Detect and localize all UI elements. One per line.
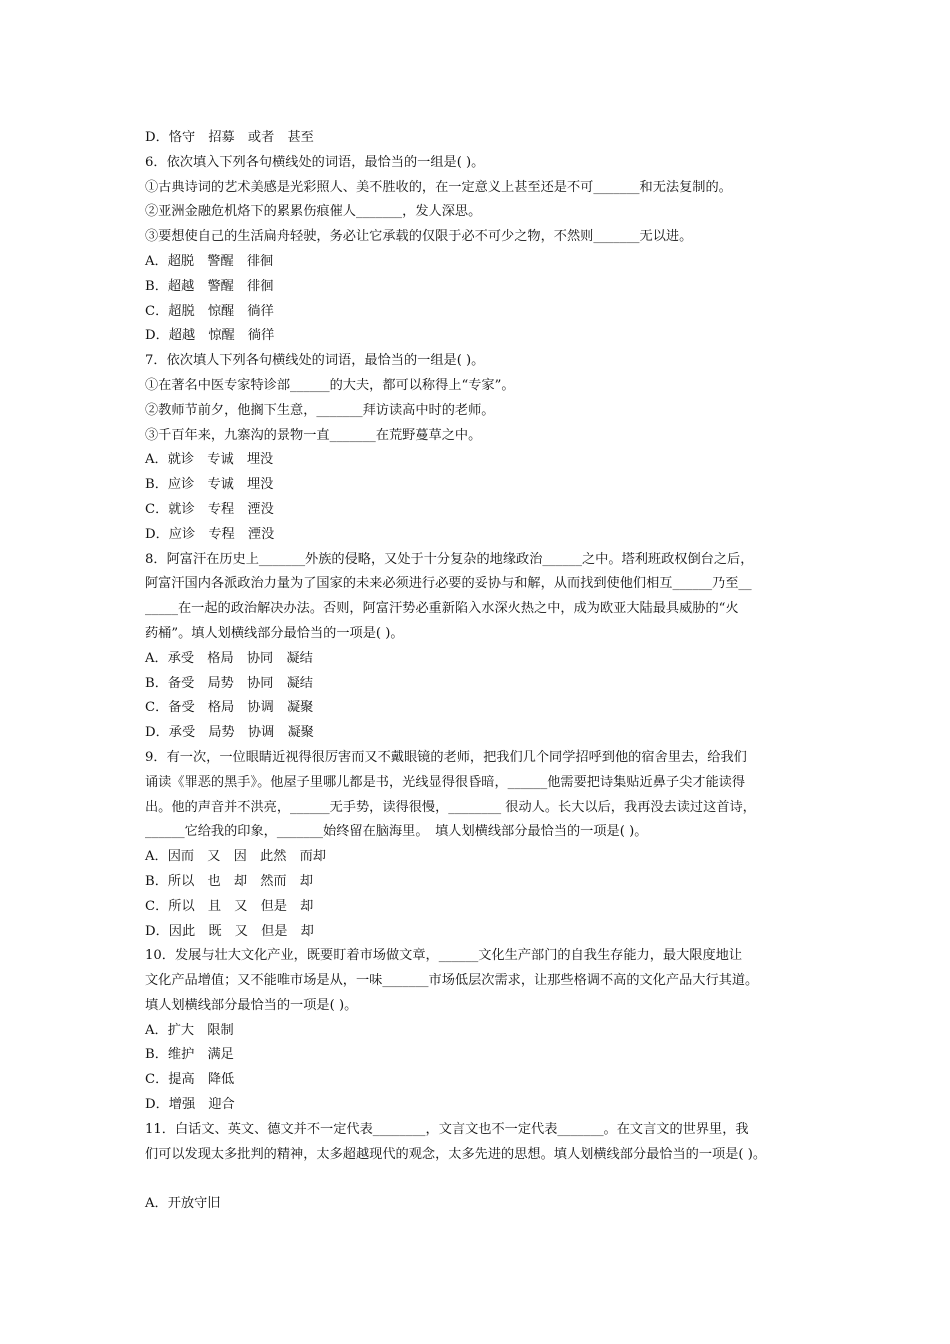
paragraph-line: 诵读《罪恶的黑手》。他屋子里哪儿都是书，光线显得很昏暗，______他需要把诗集贴近鼻子尖才能读得 [145,774,746,790]
sentence-line: ②教师节前夕，他搁下生意，_______拜访读高中时的老师。 [145,402,495,418]
paragraph-line: ______它给我的印象，_______始终留在脑海里。 填人划横线部分最恰当的一项是( )。 [145,824,648,840]
sentence-line: ①在著名中医专家特诊部______的大夫，都可以称得上“专家”。 [145,377,515,393]
option-line: C．超脱 惊醒 徜徉 [145,303,274,319]
paragraph-line: 们可以发现太多批判的精神，太多超越现代的观念，太多先进的思想。填人划横线部分最恰当的一项是( )。 [145,1146,767,1162]
option-line: A．就诊 专诚 埋没 [145,452,274,468]
option-line: A．承受 格局 协同 凝结 [145,650,313,666]
question-7-stem: 7．依次填人下列各句横线处的词语，最恰当的一组是( )。 [145,353,485,369]
sentence-line: ③要想使自己的生活扁舟轻驶，务必让它承载的仅限于必不可少之物，不然则_______无以进。 [145,229,693,245]
option-line: A．扩大 限制 [145,1022,234,1038]
sentence-line: ③千百年来，九寨沟的景物一直_______在荒野蔓草之中。 [145,427,482,443]
option-line: C．备受 格局 协调 凝聚 [145,700,314,716]
option-line: D．承受 局势 协调 凝聚 [145,725,314,741]
document-body [145,126,810,1217]
paragraph-line: 文化产品增值；又不能唯市场是从，一味_______市场低层次需求，让那些格调不高的文化产品大行其道。 [145,973,759,989]
sentence-line: ②亚洲金融危机烙下的累累伤痕催人_______，发人深思。 [145,204,482,220]
question-11-stem: 11．白话文、英文、德文并不一定代表________，文言文也不一定代表_______。在文言文的世界里，我 [145,1121,749,1137]
option-line: A．因而 又 因 此然 而却 [145,849,326,865]
question-8-stem: 8．阿富汗在历史上_______外族的侵略，又处于十分复杂的地缘政治______之中。塔利班政权倒台之后， [145,551,754,567]
option-line: B．维护 满足 [145,1047,234,1063]
sentence-line: ①古典诗词的艺术美感是光彩照人、美不胜收的，在一定意义上甚至还是不可_______和无法复制的。 [145,179,732,195]
paragraph-line: 填人划横线部分最恰当的一项是( )。 [145,997,358,1013]
question-9-stem: 9．有一次，一位眼睛近视得很厉害而又不戴眼镜的老师，把我们几个同学招呼到他的宿舍里去，给我们 [145,749,747,765]
question-10-stem: 10．发展与壮大文化产业，既要盯着市场做文章，______文化生产部门的自我生存能力，最大限度地让 [145,948,743,964]
blank-line [145,1167,810,1192]
option-line: D．超越 惊醒 徜徉 [145,328,275,344]
option-line: D．恪守 招募 或者 甚至 [145,130,314,145]
option-line: B．所以 也 却 然而 却 [145,873,313,889]
paragraph-line: 药桶”。填人划横线部分最恰当的一项是( )。 [145,625,404,641]
option-line: C．所以 且 又 但是 却 [145,898,314,914]
option-line: B．备受 局势 协同 凝结 [145,675,313,691]
option-line: B．超越 警醒 徘徊 [145,278,274,294]
option-line: C．提高 降低 [145,1072,235,1088]
option-line: D．增强 迎合 [145,1097,235,1113]
option-line: C．就诊 专程 湮没 [145,501,274,517]
question-6-stem: 6．依次填入下列各句横线处的词语，最恰当的一组是( )。 [145,154,485,170]
option-line: D．应诊 专程 湮没 [145,526,275,542]
paragraph-line: 出。他的声音并不洪亮，______无手势，读得很慢，________ 很动人。长大以后，我再没去读过这首诗， [145,799,756,815]
option-line: A．超脱 警醒 徘徊 [145,253,274,269]
option-line: B．应诊 专诚 埋没 [145,477,274,493]
option-line: D．因此 既 又 但是 却 [145,923,314,939]
option-line: A．开放守旧 [145,1196,221,1212]
paragraph-line: 阿富汗国内各派政治力量为了国家的未来必须进行必要的妥协与和解，从而找到使他们相互______乃至__ [145,576,752,592]
paragraph-line: _____在一起的政治解决办法。否则，阿富汗势必重新陷入水深火热之中，成为欧亚大陆最具威胁的“火 [145,601,739,617]
